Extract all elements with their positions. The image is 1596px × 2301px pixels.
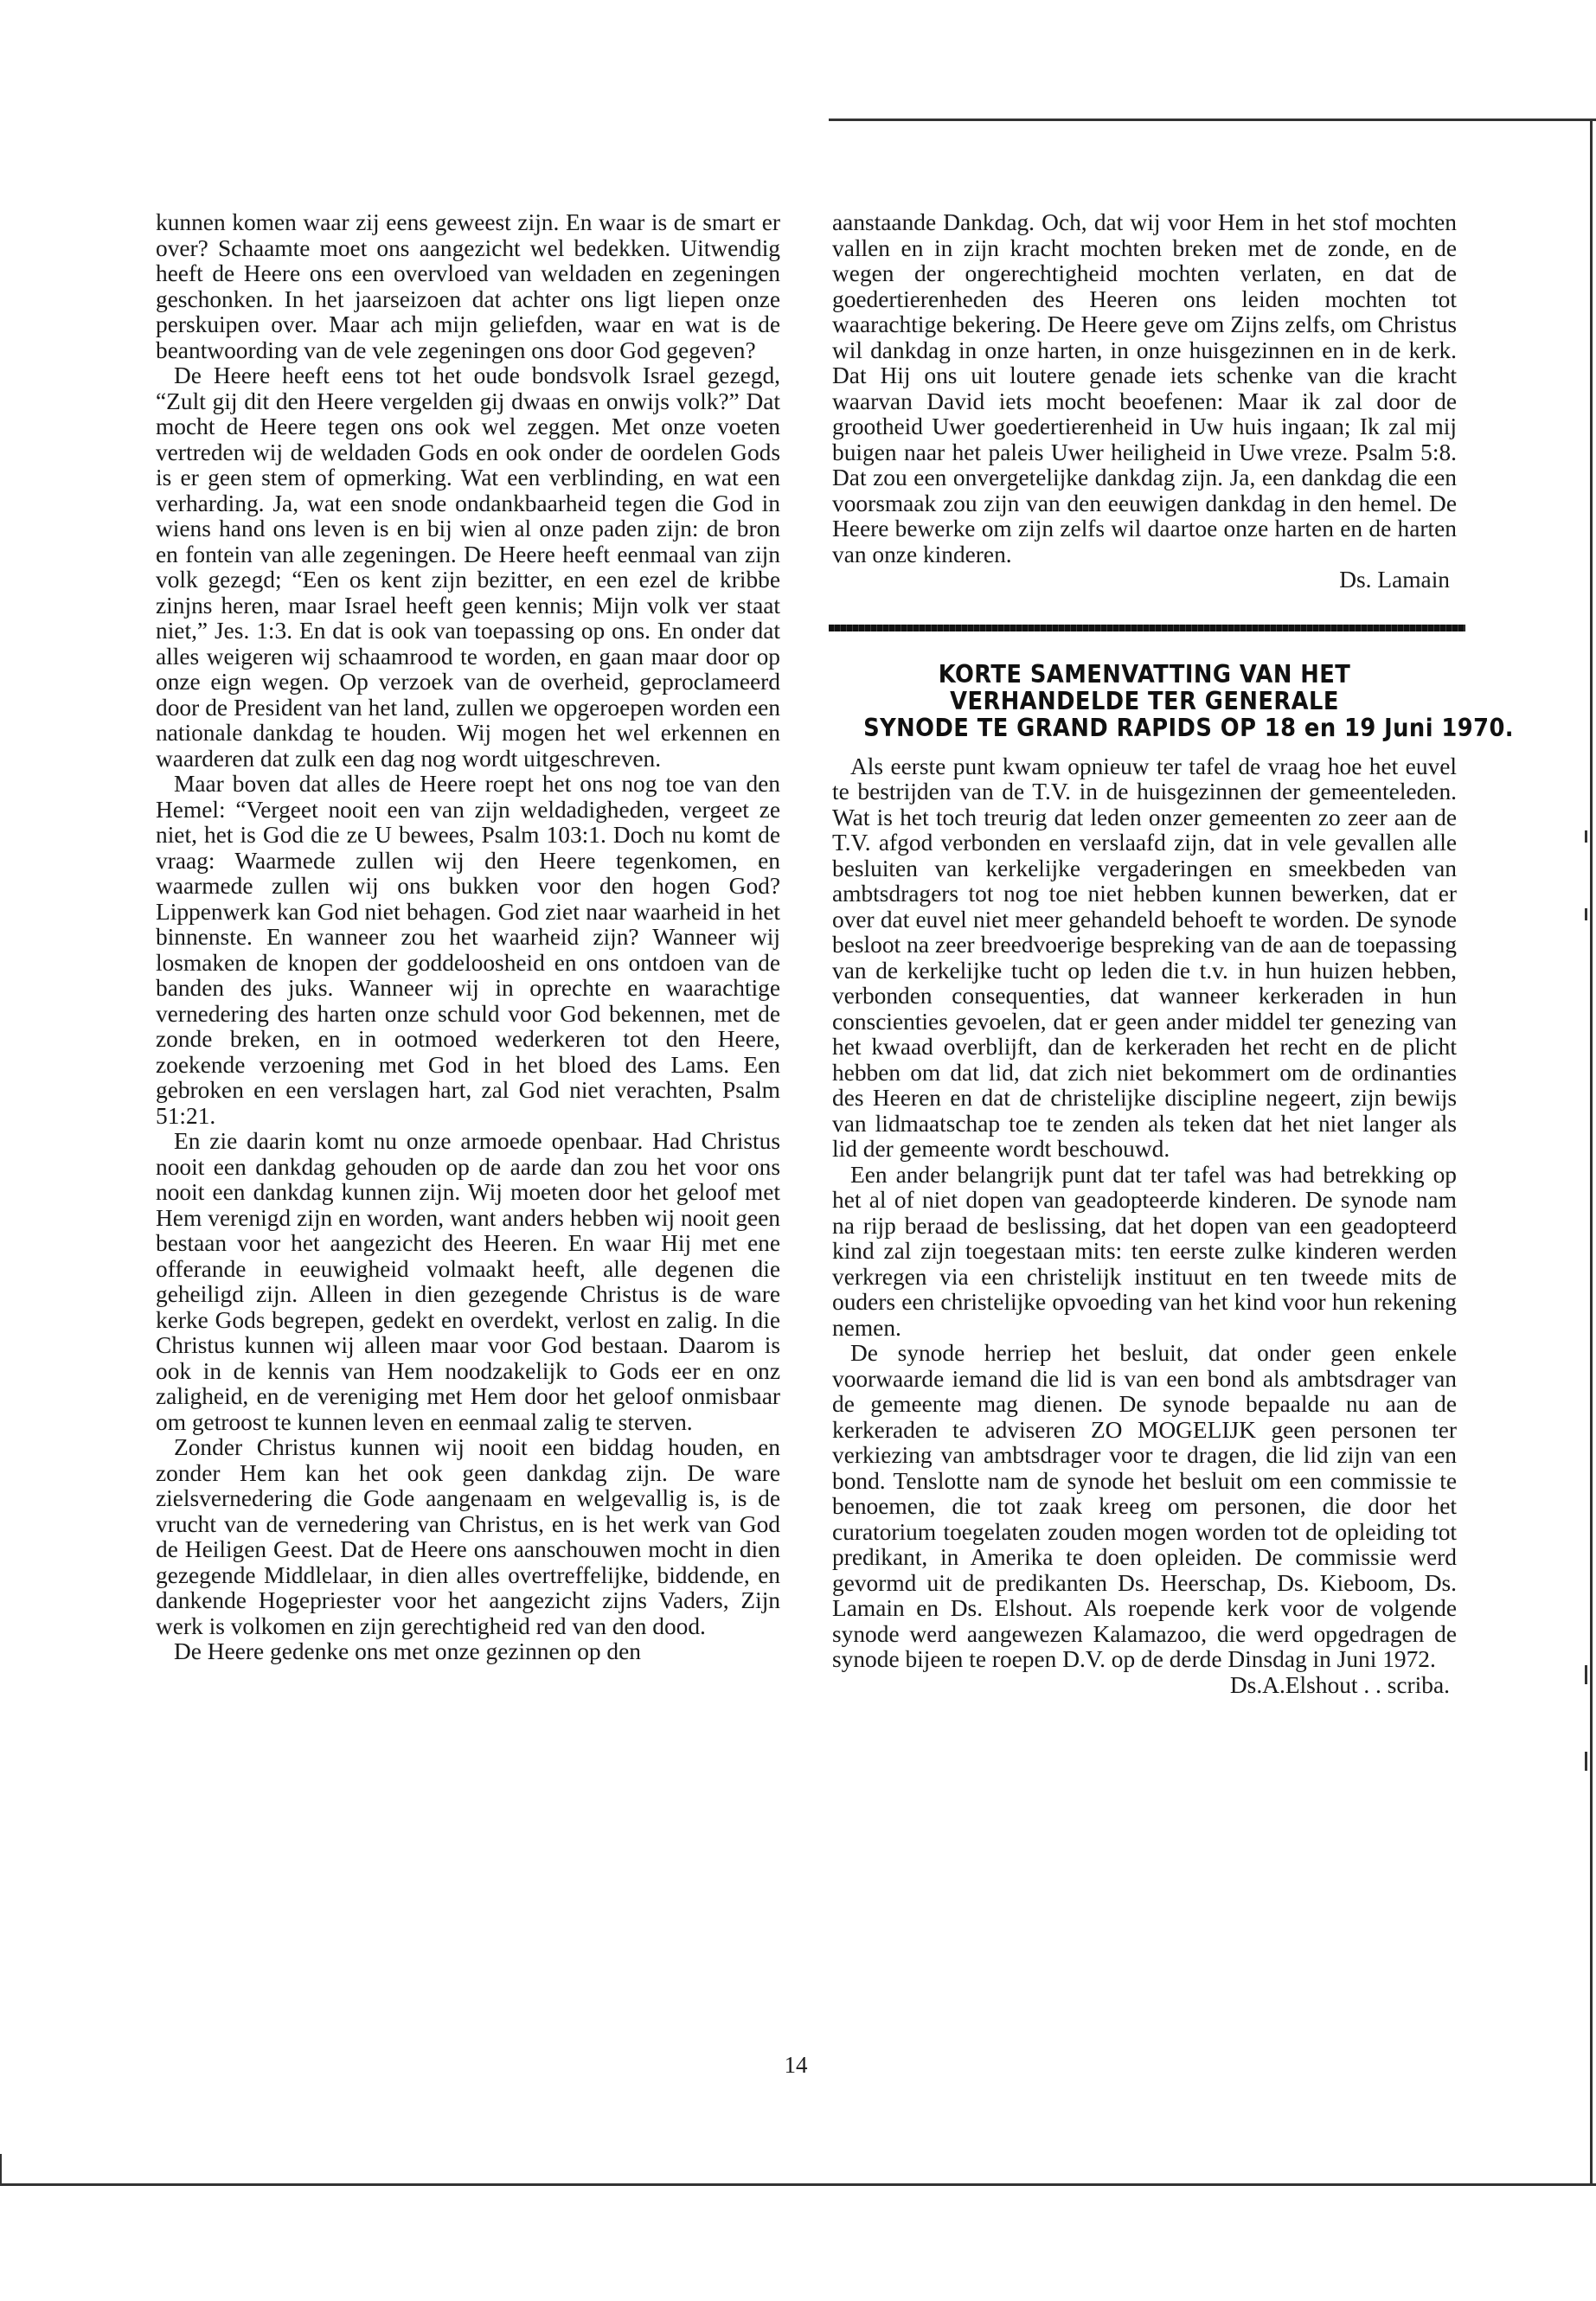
edge-mark bbox=[1585, 830, 1587, 843]
article-heading bbox=[863, 658, 1515, 742]
paragraph: En zie daarin komt nu onze armoede openbaar. Had Christus nooit een dankdag gehouden op de aarde dan zou het voor ons nooit een dankdag kunnen zijn. Wij moeten door het geloof met Hem verenigd zijn en worden, want anders hebben wij nooit geen bestaan voor het aangezicht des Heeren. En waar Hij met ene offerande in eeuwigheid volmaakt heeft, alle degenen die geheiligd zijn. Alleen in dien gezegende Christus is de ware kerke Gods begrepen, gedekt en overdekt, verlost en zalig. In die Christus kunnen wij alleen maar voor God bestaan. Daarom is ook in de kennis van Hem noodzakelijk to Gods eer en onz zaligheid, en de vereniging met Hem door het geloof onmisbaar om getroost te kunnen leven en eenmaal zalig te sterven. bbox=[156, 1128, 780, 1435]
heading-line: SYNODE TE GRAND RAPIDS OP 18 en 19 Juni 1970. bbox=[863, 712, 1515, 742]
paragraph: De Heere heeft eens tot het oude bondsvolk Israel gezegd, “Zult gij dit den Heere vergelden gij dwaas en onwijs volk?” Dat mocht de Heere tegen ons ook wel zeggen. Met onze voeten vertreden wij de weldaden Gods en ook onder de oordelen Gods is er geen stem of opmerking. Wat een verblinding, en wat een verharding. Ja, wat een snode ondankbaarheid tegen die God in wiens hand ons leven is en bij wien al onze paden zijn: de bron en fontein van alle zegeningen. De Heere heeft eenmaal van zijn volk gezegd; “Een os kent zijn bezitter, en een ezel de kribbe zinjns heren, maar Israel heeft geen kennis; Mijn volk ver staat niet,” Jes. 1:3. En dat is ook van toepassing op ons. En onder dat alles weigeren wij schaamrood te worden, en gaan maar door op onze eign wegen. Op verzoek van de overheid, geproclameerd door de President van het land, zullen we opgeroepen worden een nationale dankdag te houden. Wij mogen het wel erkennen en waarderen dat zulk een dag nog wordt uitgeschreven. bbox=[156, 362, 780, 772]
page-number: 14 bbox=[784, 2052, 808, 2078]
paragraph: Zonder Christus kunnen wij nooit een biddag houden, en zonder Hem kan het ook geen dankdag zijn. De ware zielsvernedering die Gode aangenaam en welgevallig is, is de vrucht van de vernedering van Christus, en is het werk van God de Heiligen Geest. Dat de Heere ons aanschouwen mocht in dien gezegende Middlelaar, in dien alles overtreffelijke, biddende, en dankende Hogepriester voor het aangezicht zijns Vaders, Zijn werk is volkomen en zijn gerechtigheid red van den dood. bbox=[156, 1434, 780, 1639]
heading-line: KORTE SAMENVATTING VAN HET bbox=[938, 658, 1351, 689]
paragraph: De Heere gedenke ons met onze gezinnen op den bbox=[174, 1638, 641, 1664]
bottom-border-rule bbox=[0, 2183, 1596, 2186]
edge-mark bbox=[1585, 908, 1587, 920]
section-divider bbox=[829, 625, 1465, 631]
top-border-rule bbox=[829, 119, 1596, 121]
paragraph: Als eerste punt kwam opnieuw ter tafel de vraag hoe het euvel te bestrijden van de T.V. in de huisgezinnen der gemeenteleden. Wat is het toch treurig dat leden onzer gemeenten zo zeer aan de T.V. afgod verbonden en verslaafd zijn, dat in vele gevallen alle besluiten van kerkelijke vergaderingen en smeekbeden van ambtsdragers tot nog toe niet hebben kunnen bewerken, dat er over dat euvel niet meer gehandeld behoeft te worden. De synode besloot na zeer breedvoerige bespreking van de aan de toepassing van de kerkelijke tucht op leden die t.v. in hun huizen hebben, verbonden consequenties, dat wanneer kerkeraden in hun conscienties gevoelen, dat er geen ander middel ter genezing van het kwaad overblijft, dan de kerkeraden het recht en de plicht hebben om dat lid, dat zich niet bekommert om de ordinanties des Heeren en dat de christelijke discipline negeert, zijn bewijs van lidmaatschap toe te zenden als teken dat het niet langer als lid der gemeente wordt beschouwd. bbox=[832, 753, 1457, 1162]
edge-mark bbox=[1585, 1752, 1587, 1771]
paragraph: Een ander belangrijk punt dat ter tafel was had betrekking op het al of niet dopen van geadopteerde kinderen. De synode nam na rijp beraad de beslissing, dat het dopen van een geadopteerd kind zal zijn toegestaan mits: ten eerste zulke kinderen werden verkregen via een christelijk instituut en ten tweede mits de ouders een christelijke opvoeding van het kind voor hun rekening nemen. bbox=[832, 1161, 1457, 1341]
paragraph: aanstaande Dankdag. Och, dat wij voor Hem in het stof mochten vallen en in zijn kracht mochten breken met de zonde, en de wegen der ongerechtigheid mochten verlaten, en dat de goedertierenheden des Heeren ons leiden mochten tot waarachtige bekering. De Heere geve om Zijns zelfs, om Christus wil dankdag in onze harten, in onze huisgezinnen en in de kerk. Dat Hij ons uit loutere genade iets schenke van die kracht waarvan David iets mocht beoefenen: Maar ik zal door de grootheid Uwer goedertierenheid in Uw huis ingaan; Ik zal mij buigen naar het paleis Uwer heiligheid in Uwe vreze. Psalm 5:8. Dat zou een onvergetelijke dankdag zijn. Ja, een dankdag die een voorsmaak zou zijn van den eeuwigen dankdag in den hemel. De Heere bewerke om zijn zelfs wil daartoe onze harten en de harten van onze kinderen. bbox=[832, 209, 1457, 567]
right-column bbox=[832, 209, 1515, 1698]
heading-line: VERHANDELDE TER GENERALE bbox=[950, 685, 1339, 715]
paragraph: Maar boven dat alles de Heere roept het ons nog toe van den Hemel: “Vergeet nooit een van zijn weldadigheden, vergeet ze niet, het is God die ze U bewees, Psalm 103:1. Doch nu komt de vraag: Waarmede zullen wij den Heere tegenkomen, en waarmede zullen wij ons bukken voor den hogen God? Lippenwerk kan God niet behagen. God ziet naar waarheid in het binnenste. En wanneer zou het waarheid zijn? Wanneer wij losmaken de knopen der goddeloosheid en ons ontdoen van de banden des juks. Wanneer wij in oprechte en waarachtige vernedering des harten onze schuld voor God bekennen, met de zonde breken, en in ootmoed wederkeren tot den Heere, zoekende verzoening met God in het bloed des Lams. Een gebroken en een verslagen hart, zal God niet verachten, Psalm 51:21. bbox=[156, 771, 780, 1129]
paragraph: kunnen komen waar zij eens geweest zijn. En waar is de smart er over? Schaamte moet ons aangezicht wel bedekken. Uitwendig heeft de Heere ons een overvloed van weldaden en zegeningen geschonken. In het jaarseizoen dat achter ons ligt liepen onze perskuipen over. Maar ach mijn geliefden, waar en wat is de beantwoording van de vele zegeningen ons door God gegeven? bbox=[156, 209, 780, 363]
signature: Ds. Lamain bbox=[1339, 567, 1450, 593]
paragraph: De synode herriep het besluit, dat onder geen enkele voorwaarde iemand die lid is van een bond als ambtsdrager van de gemeente mag dienen. De synode bepaalde nu aan de kerkeraden te adviseren ZO MOGELIJK geen personen ter verkiezing van ambtsdrager voor te dragen, die lid zijn van een bond. Tenslotte nam de synode het besluit om een commissie te benoemen, die tot zaak kreeg om personen, die door het curatorium toegelaten zouden mogen worden tot de opleiding tot predikant, in Amerika te doen opleiden. De commissie werd gevormd uit de predikanten Ds. Heerschap, Ds. Kieboom, Ds. Lamain en Ds. Elshout. Als roepende kerk voor de volgende synode werd aangewezen Kalamazoo, die werd opgedragen de synode bijeen te roepen D.V. op de derde Dinsdag in Juni 1972. bbox=[832, 1340, 1457, 1672]
left-column bbox=[156, 210, 780, 1665]
closing-signature: Ds.A.Elshout . . scriba. bbox=[1229, 1671, 1450, 1698]
edge-mark bbox=[1585, 1665, 1587, 1684]
left-border-mark bbox=[0, 2154, 2, 2185]
right-border-rule bbox=[1590, 119, 1593, 2186]
